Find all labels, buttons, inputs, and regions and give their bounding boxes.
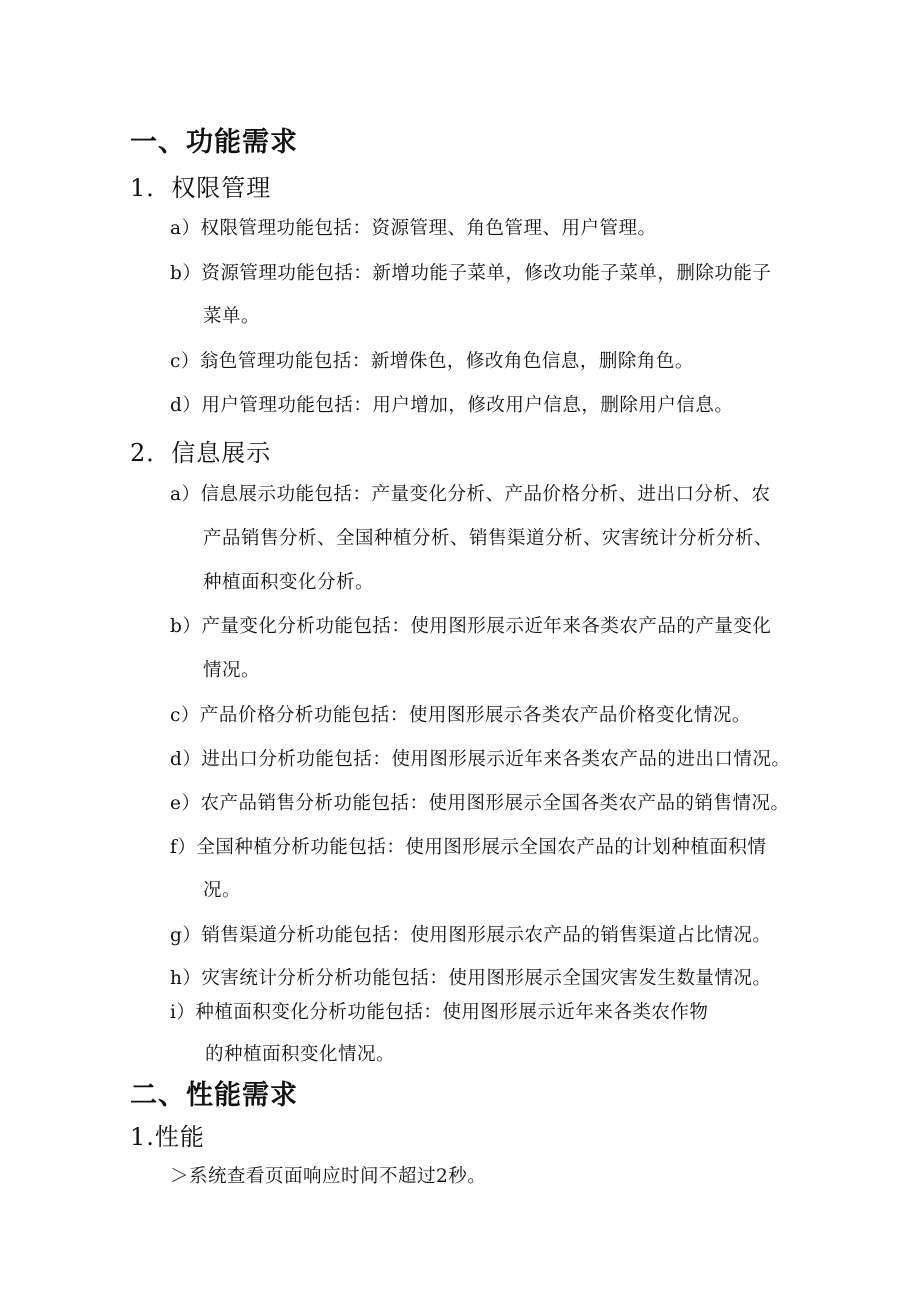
list-item [170, 214, 657, 240]
item-text: 农产品销售分析功能包括：使用图形展示全国各类农产品的销售情况。 [200, 793, 790, 814]
item-text: 灾害统计分析分析功能包括：使用图形展示全国灾害发生数量情况。 [201, 968, 772, 989]
section-title: 二、性能需求 [130, 1080, 298, 1111]
list-marker: b） [170, 616, 202, 637]
section-title: 一、功能需求 [130, 127, 298, 158]
item-text: 用户管理功能包括：用户增加，修改用户信息，删除用户信息。 [201, 395, 734, 416]
item-text-continued: 种植面积变化分析。 [203, 572, 375, 593]
item-text: 销售渠道分析功能包括：使用图形展示农产品的销售渠道占比情况。 [201, 925, 772, 946]
item-text: 产量变化分析功能包括：使用图形展示近年来各类农产品的产量变化 [201, 616, 772, 637]
list-item [170, 921, 771, 947]
item-text: 产品价格分析功能包括：使用图形展示各类农产品价格变化情况。 [199, 705, 751, 726]
item-text-continued: 的种植面积变化情况。 [205, 1044, 396, 1065]
list-item [170, 480, 771, 506]
item-text: 进出口分析功能包括：使用图形展示近年来各类农产品的进出口情况。 [201, 749, 791, 770]
item-text-continued: 情况。 [203, 660, 261, 681]
list-marker: b） [170, 263, 202, 284]
item-text-continued: 产品销售分析、全国种植分析、销售渠道分析、灾害统计分析分析、 [203, 528, 774, 549]
item-text: 翁色管理功能包括：新增侏色，修改角色信息，删除角色。 [199, 351, 694, 372]
list-item [170, 347, 694, 373]
list-marker: d） [170, 749, 202, 770]
list-marker: c） [170, 351, 200, 372]
item-text: 权限管理功能包括：资源管理、角色管理、用户管理。 [200, 218, 657, 239]
list-item [170, 391, 733, 417]
subsection-title: 1.性能 [130, 1123, 205, 1151]
list-item [170, 259, 771, 285]
list-marker: a） [170, 218, 201, 239]
list-marker: d） [170, 395, 202, 416]
item-text: 全国种植分析功能包括：使用图形展示全国农产品的计划种植面积情 [196, 837, 767, 858]
list-item [170, 998, 708, 1024]
item-text: 种植面积变化分析功能包括：使用图形展示近年来各类农作物 [195, 1002, 709, 1023]
list-marker: ＞ [170, 1166, 190, 1187]
subsection-title: 2．信息展示 [130, 439, 272, 467]
list-marker: g） [170, 925, 202, 946]
list-marker: a） [170, 484, 201, 505]
subsection-title: 1．权限管理 [130, 174, 272, 202]
list-item [170, 701, 751, 727]
list-marker: c） [170, 705, 200, 726]
list-item [170, 1162, 486, 1188]
list-marker: i） [170, 1002, 196, 1023]
list-item [170, 833, 766, 859]
item-text: 信息展示功能包括：产量变化分析、产品价格分析、进出口分析、农 [200, 484, 771, 505]
list-item [170, 964, 771, 990]
list-marker: f） [170, 837, 197, 858]
item-text-continued: 况。 [203, 880, 242, 901]
list-item [170, 745, 790, 771]
list-marker: e） [170, 793, 201, 814]
list-item [170, 612, 771, 638]
list-item [170, 789, 789, 815]
item-text: 系统查看页面响应时间不超过2秒。 [189, 1166, 487, 1187]
item-text: 资源管理功能包括：新增功能子菜单，修改功能子菜单，删除功能子 [201, 263, 772, 284]
item-text-continued: 菜单。 [203, 306, 261, 327]
list-marker: h） [170, 968, 202, 989]
